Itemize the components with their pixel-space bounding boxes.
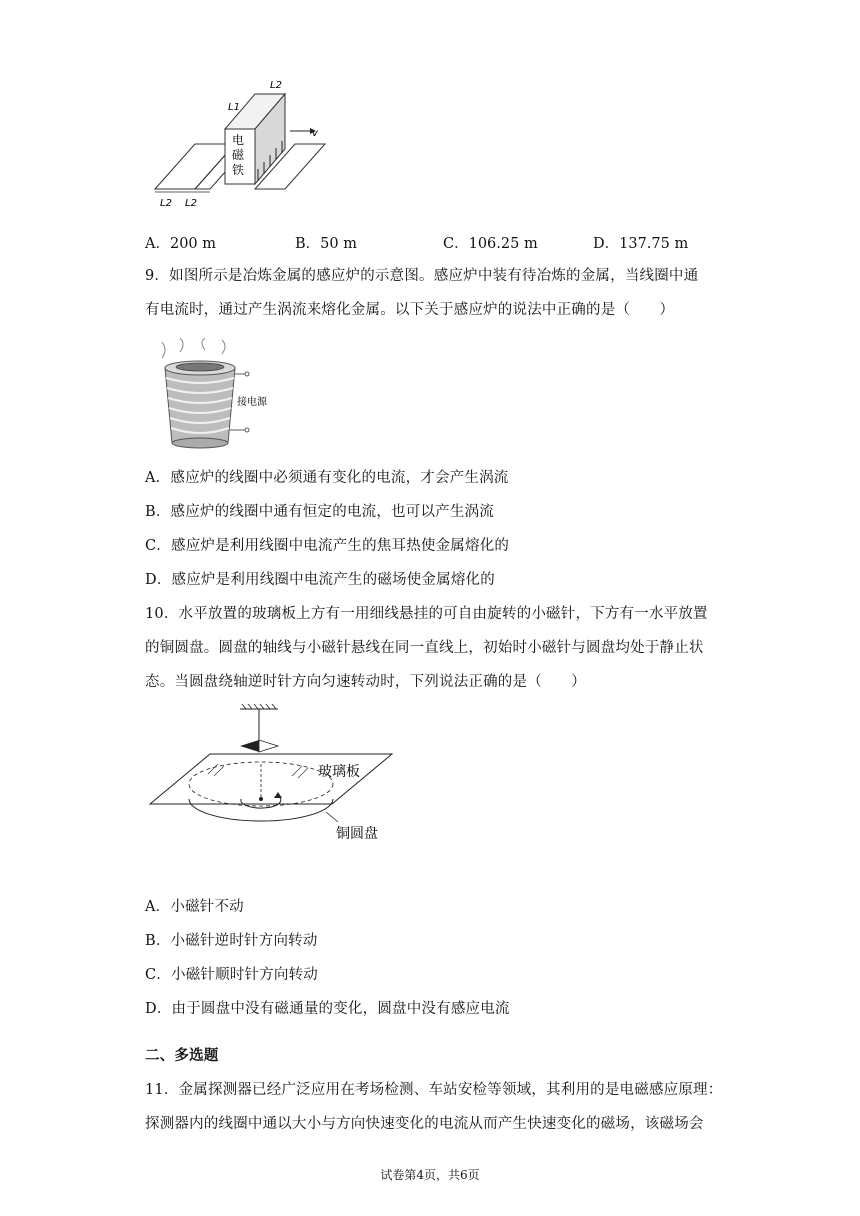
l2-bottom-label-b: L2 <box>185 198 197 209</box>
power-label: 接电源 <box>237 397 267 408</box>
l1-label: L1 <box>228 102 240 113</box>
q8-option-a: A．200 m <box>145 236 217 252</box>
section-heading: 二、多选题 <box>145 1047 219 1064</box>
q8-option-d: D．137.75 m <box>593 236 689 252</box>
q10-stem-line1: 10．水平放置的玻璃板上方有一用细线悬挂的可自由旋转的小磁针，下方有一水平放置 <box>145 606 708 622</box>
l2-top-label: L2 <box>270 80 282 91</box>
velocity-label: v <box>312 128 318 139</box>
q9-option-a: A．感应炉的线圈中必须通有变化的电流，才会产生涡流 <box>145 470 509 486</box>
magnet-char-3: 铁 <box>232 163 245 177</box>
q9-stem-line2: 有电流时，通过产生涡流来熔化金属。以下关于感应炉的说法中正确的是（ ） <box>145 302 675 318</box>
q11-stem-line2: 探测器内的线圈中通以大小与方向快速变化的电流从而产生快速变化的磁场，该磁场会 <box>145 1116 704 1132</box>
page-footer: 试卷第4页，共6页 <box>380 1168 480 1182</box>
magnet-char-1: 电 <box>232 133 245 147</box>
q10-option-a: A．小磁针不动 <box>145 899 244 915</box>
q8-option-b: B．50 m <box>295 236 357 252</box>
q10-option-d: D．由于圆盘中没有磁通量的变化，圆盘中没有感应电流 <box>145 1001 510 1017</box>
q10-option-b: B．小磁针逆时针方向转动 <box>145 933 318 949</box>
q11-stem-line1: 11．金属探测器已经广泛应用在考场检测、车站安检等领域，其利用的是电磁感应原理： <box>145 1082 723 1098</box>
q10-option-c: C．小磁针顺时针方向转动 <box>145 967 318 983</box>
q9-stem-line1: 9．如图所示是冶炼金属的感应炉的示意图。感应炉中装有待冶炼的金属，当线圈中通 <box>145 268 699 284</box>
glass-plate-disc-figure <box>148 704 398 854</box>
glass-plate-label: 玻璃板 <box>318 764 360 780</box>
q9-option-d: D．感应炉是利用线圈中电流产生的磁场使金属熔化的 <box>145 572 495 588</box>
q8-option-c: C．106.25 m <box>443 236 538 252</box>
electromagnet-figure <box>150 74 350 214</box>
induction-furnace-figure <box>150 338 280 450</box>
q9-option-b: B．感应炉的线圈中通有恒定的电流，也可以产生涡流 <box>145 504 494 520</box>
magnet-char-2: 磁 <box>232 148 245 162</box>
q9-option-c: C．感应炉是利用线圈中电流产生的焦耳热使金属熔化的 <box>145 538 510 554</box>
l2-bottom-label-a: L2 <box>160 198 172 209</box>
q10-stem-line3: 态。当圆盘绕轴逆时针方向匀速转动时，下列说法正确的是（ ） <box>145 674 586 690</box>
copper-disc-label: 铜圆盘 <box>336 826 378 842</box>
q8-options <box>145 232 860 252</box>
q10-stem-line2: 的铜圆盘。圆盘的轴线与小磁针悬线在同一直线上，初始时小磁针与圆盘均处于静止状 <box>145 640 704 656</box>
